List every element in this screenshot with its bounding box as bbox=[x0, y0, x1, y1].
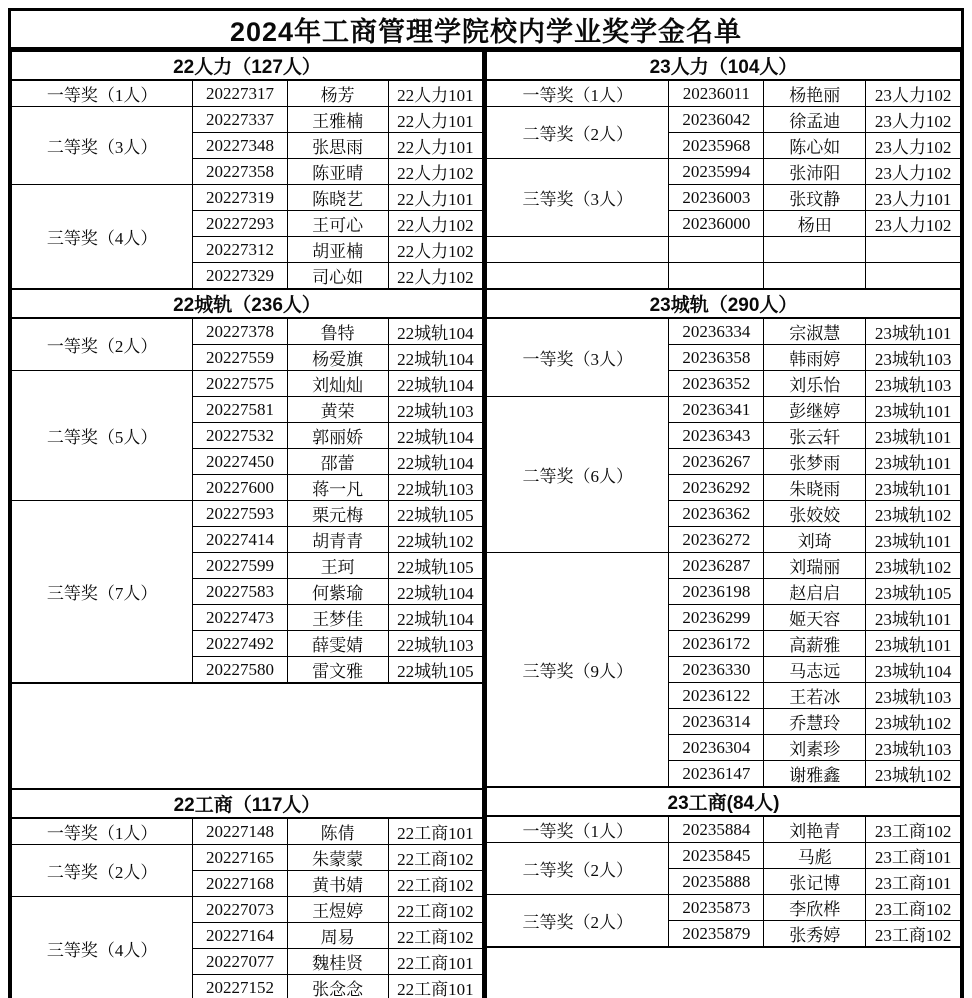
empty-cell bbox=[669, 237, 764, 263]
student-class-cell: 22工商101 bbox=[388, 975, 482, 998]
student-name-cell: 姬天容 bbox=[764, 605, 866, 631]
student-id-cell: 20227337 bbox=[193, 107, 287, 133]
student-name-cell: 张念念 bbox=[287, 975, 388, 998]
award-tier-cell: 一等奖（1人） bbox=[12, 818, 193, 845]
student-class-cell: 23城轨101 bbox=[866, 527, 961, 553]
student-name-cell: 胡青青 bbox=[287, 527, 388, 553]
section-header: 23城轨（290人） bbox=[487, 289, 961, 318]
student-class-cell: 23城轨102 bbox=[866, 761, 961, 788]
student-id-cell: 20236147 bbox=[669, 761, 764, 788]
section-header: 22人力（127人） bbox=[12, 51, 483, 80]
student-class-cell: 23城轨103 bbox=[866, 683, 961, 709]
student-class-cell: 22工商101 bbox=[388, 818, 482, 845]
student-name-cell: 高薪雅 bbox=[764, 631, 866, 657]
student-class-cell: 22城轨103 bbox=[388, 475, 482, 501]
student-class-cell: 23城轨101 bbox=[866, 631, 961, 657]
student-name-cell: 马彪 bbox=[764, 843, 866, 869]
student-class-cell: 22人力101 bbox=[388, 107, 482, 133]
left-half bbox=[11, 50, 486, 998]
student-name-cell: 杨爱旗 bbox=[287, 345, 388, 371]
award-tier-cell: 三等奖（3人） bbox=[487, 159, 669, 237]
student-id-cell: 20236343 bbox=[669, 423, 764, 449]
page-title: 2024年工商管理学院校内学业奖学金名单 bbox=[11, 11, 961, 50]
student-row bbox=[487, 318, 961, 345]
student-id-cell: 20236172 bbox=[669, 631, 764, 657]
student-id-cell: 20227148 bbox=[193, 818, 287, 845]
student-class-cell: 23城轨102 bbox=[866, 501, 961, 527]
student-id-cell: 20235888 bbox=[669, 869, 764, 895]
student-name-cell: 朱蒙蒙 bbox=[287, 845, 388, 871]
student-row bbox=[12, 845, 483, 871]
section-header-row bbox=[487, 787, 961, 816]
student-name-cell: 张姣姣 bbox=[764, 501, 866, 527]
student-name-cell: 徐孟迪 bbox=[764, 107, 866, 133]
student-name-cell: 刘瑞丽 bbox=[764, 553, 866, 579]
student-id-cell: 20227378 bbox=[193, 318, 287, 345]
section-header-row bbox=[12, 789, 483, 818]
award-tier-cell: 二等奖（2人） bbox=[487, 843, 669, 895]
student-id-cell: 20227165 bbox=[193, 845, 287, 871]
student-id-cell: 20227414 bbox=[193, 527, 287, 553]
student-name-cell: 朱晓雨 bbox=[764, 475, 866, 501]
student-id-cell: 20227358 bbox=[193, 159, 287, 185]
student-name-cell: 杨田 bbox=[764, 211, 866, 237]
student-name-cell: 王可心 bbox=[287, 211, 388, 237]
scholarship-table-left bbox=[11, 50, 483, 998]
empty-cell bbox=[866, 263, 961, 290]
student-id-cell: 20227575 bbox=[193, 371, 287, 397]
student-id-cell: 20227168 bbox=[193, 871, 287, 897]
student-class-cell: 22城轨104 bbox=[388, 605, 482, 631]
student-class-cell: 23人力102 bbox=[866, 159, 961, 185]
student-class-cell: 22城轨103 bbox=[388, 397, 482, 423]
student-name-cell: 魏桂贤 bbox=[287, 949, 388, 975]
award-tier-cell: 二等奖（3人） bbox=[12, 107, 193, 185]
empty-cell bbox=[669, 263, 764, 290]
award-tier-cell: 一等奖（3人） bbox=[487, 318, 669, 397]
student-class-cell: 22人力102 bbox=[388, 159, 482, 185]
student-name-cell: 鲁特 bbox=[287, 318, 388, 345]
student-id-cell: 20236314 bbox=[669, 709, 764, 735]
section-header: 22城轨（236人） bbox=[12, 289, 483, 318]
student-class-cell: 23人力101 bbox=[866, 185, 961, 211]
table-frame bbox=[8, 8, 964, 998]
student-name-cell: 王若冰 bbox=[764, 683, 866, 709]
section-header-row bbox=[487, 289, 961, 318]
student-name-cell: 邵蕾 bbox=[287, 449, 388, 475]
student-class-cell: 22城轨104 bbox=[388, 579, 482, 605]
student-class-cell: 23人力102 bbox=[866, 107, 961, 133]
empty-cell bbox=[487, 237, 669, 263]
student-id-cell: 20235884 bbox=[669, 816, 764, 843]
student-id-cell: 20227581 bbox=[193, 397, 287, 423]
student-class-cell: 23工商102 bbox=[866, 816, 961, 843]
student-class-cell: 22人力102 bbox=[388, 211, 482, 237]
student-class-cell: 22城轨104 bbox=[388, 371, 482, 397]
award-tier-cell: 二等奖（6人） bbox=[487, 397, 669, 553]
student-class-cell: 22城轨105 bbox=[388, 553, 482, 579]
student-class-cell: 23城轨105 bbox=[866, 579, 961, 605]
student-class-cell: 23城轨103 bbox=[866, 371, 961, 397]
student-name-cell: 张思雨 bbox=[287, 133, 388, 159]
student-name-cell: 刘琦 bbox=[764, 527, 866, 553]
empty-cell bbox=[487, 263, 669, 290]
student-class-cell: 22人力101 bbox=[388, 80, 482, 107]
section-header: 22工商（117人） bbox=[12, 789, 483, 818]
student-class-cell: 22城轨104 bbox=[388, 345, 482, 371]
student-name-cell: 张秀婷 bbox=[764, 921, 866, 948]
student-id-cell: 20227164 bbox=[193, 923, 287, 949]
student-name-cell: 李欣桦 bbox=[764, 895, 866, 921]
student-class-cell: 22城轨104 bbox=[388, 423, 482, 449]
student-class-cell: 23城轨101 bbox=[866, 423, 961, 449]
student-id-cell: 20236341 bbox=[669, 397, 764, 423]
student-name-cell: 雷文雅 bbox=[287, 657, 388, 684]
student-id-cell: 20235879 bbox=[669, 921, 764, 948]
student-id-cell: 20236122 bbox=[669, 683, 764, 709]
scholarship-table-right bbox=[486, 50, 961, 998]
student-name-cell: 王梦佳 bbox=[287, 605, 388, 631]
student-class-cell: 23城轨102 bbox=[866, 709, 961, 735]
student-name-cell: 陈倩 bbox=[287, 818, 388, 845]
student-class-cell: 23工商102 bbox=[866, 921, 961, 948]
student-name-cell: 薛雯婧 bbox=[287, 631, 388, 657]
student-name-cell: 黄书婧 bbox=[287, 871, 388, 897]
award-tier-cell: 二等奖（2人） bbox=[487, 107, 669, 159]
empty-cell bbox=[866, 237, 961, 263]
student-name-cell: 陈心如 bbox=[764, 133, 866, 159]
student-name-cell: 张记博 bbox=[764, 869, 866, 895]
section-header-row bbox=[12, 289, 483, 318]
student-class-cell: 22城轨105 bbox=[388, 657, 482, 684]
section-header: 23人力（104人） bbox=[487, 51, 961, 80]
student-row bbox=[487, 816, 961, 843]
table-halves bbox=[11, 50, 961, 998]
student-id-cell: 20236330 bbox=[669, 657, 764, 683]
student-row bbox=[487, 107, 961, 133]
student-row bbox=[487, 553, 961, 579]
award-tier-cell: 三等奖（4人） bbox=[12, 185, 193, 290]
student-id-cell: 20227319 bbox=[193, 185, 287, 211]
student-name-cell: 彭继婷 bbox=[764, 397, 866, 423]
student-id-cell: 20236292 bbox=[669, 475, 764, 501]
student-class-cell: 22工商102 bbox=[388, 923, 482, 949]
student-id-cell: 20227600 bbox=[193, 475, 287, 501]
student-name-cell: 谢雅鑫 bbox=[764, 761, 866, 788]
student-class-cell: 23城轨101 bbox=[866, 318, 961, 345]
right-half bbox=[486, 50, 961, 998]
student-name-cell: 王雅楠 bbox=[287, 107, 388, 133]
empty-cell bbox=[764, 237, 866, 263]
student-class-cell: 22城轨104 bbox=[388, 449, 482, 475]
student-name-cell: 王珂 bbox=[287, 553, 388, 579]
student-name-cell: 赵启启 bbox=[764, 579, 866, 605]
empty-block-cell bbox=[12, 683, 483, 789]
student-row bbox=[487, 80, 961, 107]
student-name-cell: 刘素珍 bbox=[764, 735, 866, 761]
student-class-cell: 22工商102 bbox=[388, 845, 482, 871]
student-id-cell: 20236287 bbox=[669, 553, 764, 579]
student-class-cell: 23城轨101 bbox=[866, 449, 961, 475]
student-id-cell: 20227473 bbox=[193, 605, 287, 631]
student-class-cell: 23人力102 bbox=[866, 80, 961, 107]
student-row bbox=[12, 371, 483, 397]
student-class-cell: 22城轨102 bbox=[388, 527, 482, 553]
student-row bbox=[12, 80, 483, 107]
student-id-cell: 20227450 bbox=[193, 449, 287, 475]
student-id-cell: 20227293 bbox=[193, 211, 287, 237]
student-class-cell: 23城轨103 bbox=[866, 735, 961, 761]
student-id-cell: 20236299 bbox=[669, 605, 764, 631]
student-class-cell: 23工商101 bbox=[866, 843, 961, 869]
student-id-cell: 20235873 bbox=[669, 895, 764, 921]
student-id-cell: 20236011 bbox=[669, 80, 764, 107]
student-row bbox=[12, 107, 483, 133]
student-name-cell: 宗淑慧 bbox=[764, 318, 866, 345]
student-class-cell: 22工商102 bbox=[388, 897, 482, 923]
award-tier-cell: 一等奖（1人） bbox=[12, 80, 193, 107]
award-tier-cell: 三等奖（4人） bbox=[12, 897, 193, 998]
award-tier-cell: 三等奖（7人） bbox=[12, 501, 193, 684]
student-name-cell: 蒋一凡 bbox=[287, 475, 388, 501]
student-name-cell: 韩雨婷 bbox=[764, 345, 866, 371]
student-name-cell: 周易 bbox=[287, 923, 388, 949]
student-row bbox=[12, 501, 483, 527]
student-name-cell: 陈亚晴 bbox=[287, 159, 388, 185]
award-tier-cell: 三等奖（9人） bbox=[487, 553, 669, 788]
student-id-cell: 20236272 bbox=[669, 527, 764, 553]
student-class-cell: 23工商101 bbox=[866, 869, 961, 895]
student-class-cell: 22人力102 bbox=[388, 237, 482, 263]
student-id-cell: 20236358 bbox=[669, 345, 764, 371]
student-class-cell: 22城轨105 bbox=[388, 501, 482, 527]
student-id-cell: 20236304 bbox=[669, 735, 764, 761]
student-id-cell: 20227073 bbox=[193, 897, 287, 923]
award-tier-cell: 三等奖（2人） bbox=[487, 895, 669, 948]
student-name-cell: 乔慧玲 bbox=[764, 709, 866, 735]
student-row bbox=[487, 397, 961, 423]
empty-row bbox=[487, 263, 961, 290]
student-class-cell: 23城轨104 bbox=[866, 657, 961, 683]
student-name-cell: 栗元梅 bbox=[287, 501, 388, 527]
award-tier-cell: 二等奖（5人） bbox=[12, 371, 193, 501]
student-id-cell: 20227312 bbox=[193, 237, 287, 263]
student-name-cell: 胡亚楠 bbox=[287, 237, 388, 263]
student-row bbox=[487, 843, 961, 869]
section-header-row bbox=[487, 51, 961, 80]
student-id-cell: 20227348 bbox=[193, 133, 287, 159]
student-id-cell: 20227492 bbox=[193, 631, 287, 657]
student-name-cell: 杨芳 bbox=[287, 80, 388, 107]
student-id-cell: 20236042 bbox=[669, 107, 764, 133]
student-class-cell: 22工商101 bbox=[388, 949, 482, 975]
student-class-cell: 22工商102 bbox=[388, 871, 482, 897]
student-class-cell: 23工商102 bbox=[866, 895, 961, 921]
student-id-cell: 20227152 bbox=[193, 975, 287, 998]
student-id-cell: 20227317 bbox=[193, 80, 287, 107]
student-id-cell: 20235994 bbox=[669, 159, 764, 185]
student-name-cell: 张玟静 bbox=[764, 185, 866, 211]
student-row bbox=[487, 895, 961, 921]
student-name-cell: 陈晓艺 bbox=[287, 185, 388, 211]
student-class-cell: 22人力101 bbox=[388, 185, 482, 211]
student-class-cell: 23人力102 bbox=[866, 133, 961, 159]
student-class-cell: 23城轨102 bbox=[866, 553, 961, 579]
student-id-cell: 20235968 bbox=[669, 133, 764, 159]
student-class-cell: 23城轨101 bbox=[866, 397, 961, 423]
student-class-cell: 23人力102 bbox=[866, 211, 961, 237]
student-row bbox=[12, 185, 483, 211]
student-id-cell: 20227077 bbox=[193, 949, 287, 975]
student-id-cell: 20227593 bbox=[193, 501, 287, 527]
award-tier-cell: 一等奖（1人） bbox=[487, 816, 669, 843]
student-id-cell: 20227599 bbox=[193, 553, 287, 579]
student-id-cell: 20236198 bbox=[669, 579, 764, 605]
student-name-cell: 何紫瑜 bbox=[287, 579, 388, 605]
student-id-cell: 20236352 bbox=[669, 371, 764, 397]
student-id-cell: 20236267 bbox=[669, 449, 764, 475]
student-class-cell: 23城轨101 bbox=[866, 475, 961, 501]
empty-row bbox=[487, 237, 961, 263]
student-name-cell: 郭丽娇 bbox=[287, 423, 388, 449]
student-class-cell: 23城轨101 bbox=[866, 605, 961, 631]
student-id-cell: 20227580 bbox=[193, 657, 287, 684]
student-row bbox=[12, 318, 483, 345]
student-name-cell: 刘艳青 bbox=[764, 816, 866, 843]
student-row bbox=[12, 897, 483, 923]
student-name-cell: 司心如 bbox=[287, 263, 388, 290]
student-class-cell: 22城轨104 bbox=[388, 318, 482, 345]
student-name-cell: 黄荣 bbox=[287, 397, 388, 423]
award-tier-cell: 一等奖（2人） bbox=[12, 318, 193, 371]
student-id-cell: 20227583 bbox=[193, 579, 287, 605]
award-tier-cell: 一等奖（1人） bbox=[487, 80, 669, 107]
student-id-cell: 20227559 bbox=[193, 345, 287, 371]
student-name-cell: 马志远 bbox=[764, 657, 866, 683]
student-id-cell: 20227532 bbox=[193, 423, 287, 449]
student-name-cell: 张梦雨 bbox=[764, 449, 866, 475]
student-id-cell: 20236000 bbox=[669, 211, 764, 237]
student-class-cell: 23城轨103 bbox=[866, 345, 961, 371]
student-id-cell: 20236334 bbox=[669, 318, 764, 345]
student-name-cell: 刘灿灿 bbox=[287, 371, 388, 397]
empty-block-row bbox=[12, 683, 483, 789]
student-name-cell: 王煜婷 bbox=[287, 897, 388, 923]
student-id-cell: 20236003 bbox=[669, 185, 764, 211]
student-row bbox=[12, 818, 483, 845]
section-header: 23工商(84人) bbox=[487, 787, 961, 816]
empty-block-row bbox=[487, 947, 961, 998]
award-tier-cell: 二等奖（2人） bbox=[12, 845, 193, 897]
student-id-cell: 20236362 bbox=[669, 501, 764, 527]
student-class-cell: 22人力101 bbox=[388, 133, 482, 159]
empty-block-cell bbox=[487, 947, 961, 998]
student-name-cell: 杨艳丽 bbox=[764, 80, 866, 107]
student-name-cell: 张云轩 bbox=[764, 423, 866, 449]
student-name-cell: 张沛阳 bbox=[764, 159, 866, 185]
student-name-cell: 刘乐怡 bbox=[764, 371, 866, 397]
student-row bbox=[487, 159, 961, 185]
student-class-cell: 22城轨103 bbox=[388, 631, 482, 657]
student-id-cell: 20227329 bbox=[193, 263, 287, 290]
student-id-cell: 20235845 bbox=[669, 843, 764, 869]
student-class-cell: 22人力102 bbox=[388, 263, 482, 290]
section-header-row bbox=[12, 51, 483, 80]
empty-cell bbox=[764, 263, 866, 290]
